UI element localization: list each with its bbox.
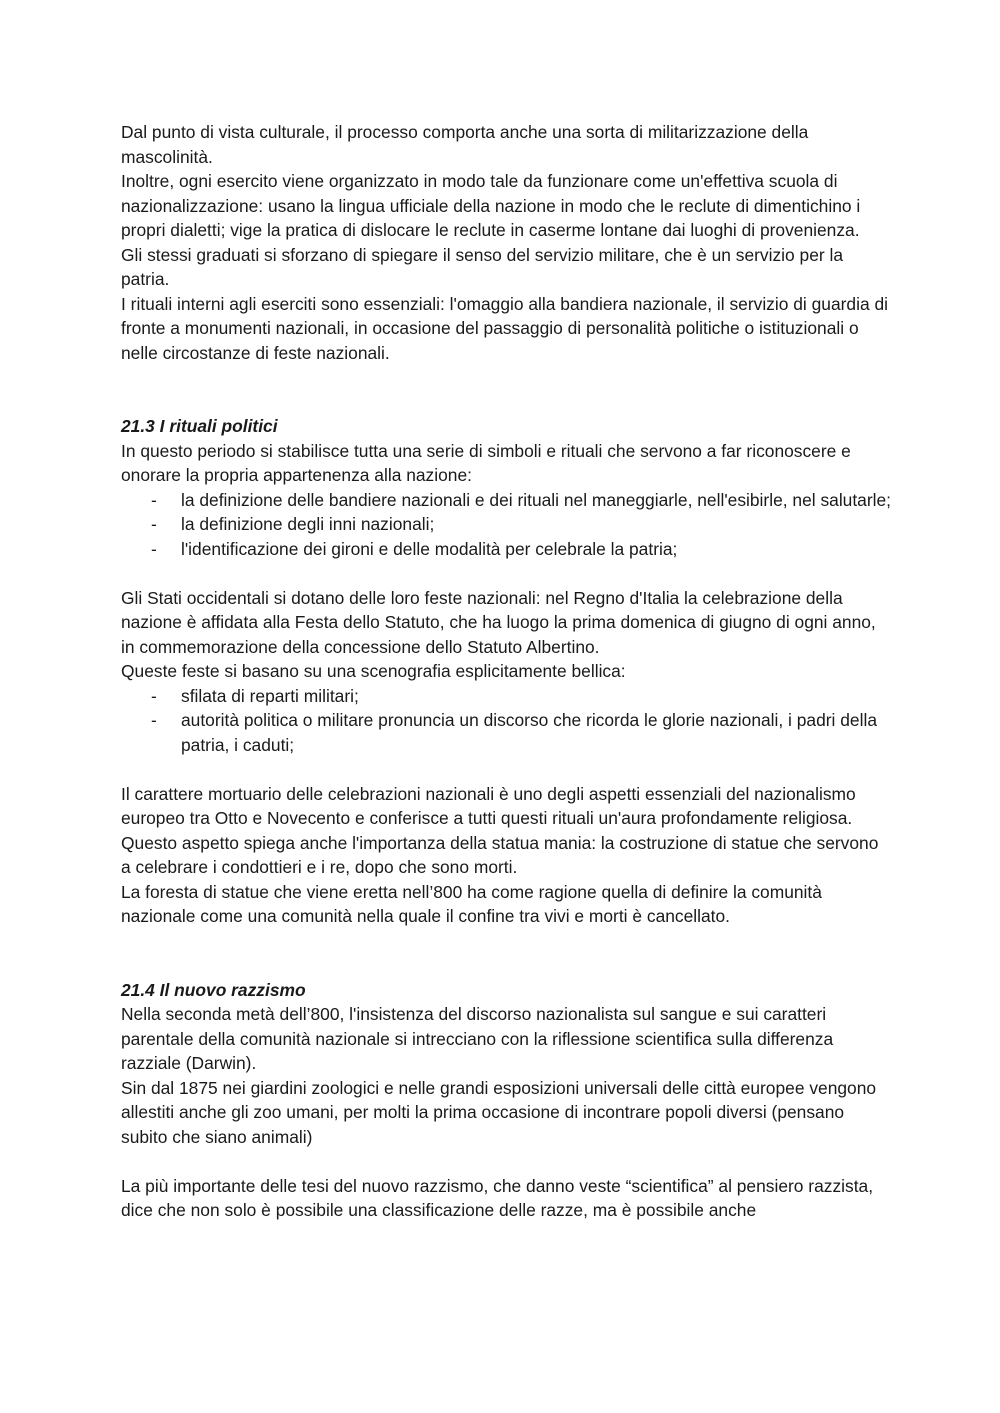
list-dash: -	[151, 489, 157, 510]
list-dash: -	[151, 710, 157, 730]
spacer	[121, 561, 891, 586]
list-item	[121, 708, 891, 757]
spacer	[121, 365, 891, 414]
paragraph-foresta-statue: La foresta di statue che viene eretta nell’800 ha come ragione quella di definire la comunità nazionale come una comunità nella quale il confine tra vivi e morti è cancellato.	[121, 881, 822, 926]
spacer	[121, 929, 891, 978]
list-item	[121, 537, 891, 562]
paragraph-zoo-umani: Sin dal 1875 nei giardini zoologici e nelle grandi esposizioni universali delle città europee vengono allestiti anche gli zoo umani, per molti la prima occasione di incontrare popoli diversi (pensano subito che siano animali)	[121, 1077, 877, 1147]
paragraph-carattere-mortuario: Il carattere mortuario delle celebrazioni nazionali è uno degli aspetti essenziali del nazionalismo europeo tra Otto e Novecento e conferisce a tutti questi rituali un'aura profondamente religiosa.	[121, 783, 856, 828]
list-item-text: autorità politica o militare pronuncia un discorso che ricorda le glorie nazionali, i padri della patria, i caduti;	[181, 710, 877, 755]
paragraph-tesi-razzismo: La più importante delle tesi del nuovo razzismo, che danno veste “scientifica” al pensiero razzista, dice che non solo è possibile una classificazione delle razze, ma è possibile anche	[121, 1175, 874, 1220]
spacer	[121, 757, 891, 782]
list-item-text: sfilata di reparti militari;	[181, 685, 359, 706]
list-item	[121, 684, 891, 709]
spacer	[121, 1149, 891, 1174]
paragraph-graduati: Gli stessi graduati si sforzano di spiegare il senso del servizio militare, che è un servizio per la patria.	[121, 244, 844, 289]
section-heading-nuovo-razzismo: 21.4 Il nuovo razzismo	[121, 979, 306, 1000]
rituali-list	[121, 488, 891, 562]
list-dash: -	[151, 685, 157, 706]
list-item-text: la definizione degli inni nazionali;	[181, 514, 435, 534]
paragraph-militarizzazione: Dal punto di vista culturale, il processo comporta anche una sorta di militarizzazione della mascolinità.	[121, 122, 809, 167]
list-item	[121, 488, 891, 513]
list-item-text: la definizione delle bandiere nazionali e dei rituali nel maneggiarle, nell'esibirle, nel salutarle;	[181, 489, 892, 510]
list-item-text: l'identificazione dei gironi e delle modalità per celebrale la patria;	[181, 538, 678, 559]
paragraph-statua-mania: Questo aspetto spiega anche l'importanza della statua mania: la costruzione di statue che servono a celebrare i condottieri e i re, dopo che sono morti.	[121, 832, 879, 877]
paragraph-scenografia: Queste feste si basano su una scenografia esplicitamente bellica:	[121, 661, 626, 681]
list-item	[121, 512, 891, 537]
paragraph-rituali-interni: I rituali interni agli eserciti sono essenziali: l'omaggio alla bandiera nazionale, il servizio di guardia di fronte a monumenti nazionali, in occasione del passaggio di personalità politiche o istituzionali o nelle circostanze di feste nazionali.	[121, 293, 888, 363]
paragraph-simboli-rituali: In questo periodo si stabilisce tutta una serie di simboli e rituali che servono a far riconoscere e onorare la propria appartenenza alla nazione:	[121, 440, 851, 485]
list-dash: -	[151, 514, 157, 534]
paragraph-feste-nazionali: Gli Stati occidentali si dotano delle loro feste nazionali: nel Regno d'Italia la celebrazione della nazione è affidata alla Festa dello Statuto, che ha luogo la prima domenica di giugno di ogni anno, in commemorazione della concessione dello Statuto Albertino.	[121, 587, 876, 657]
document-page	[121, 120, 891, 1223]
scenografia-list	[121, 684, 891, 758]
list-dash: -	[151, 538, 157, 559]
paragraph-esercito-scuola: Inoltre, ogni esercito viene organizzato in modo tale da funzionare come un'effettiva scuola di nazionalizzazione: usano la lingua ufficiale della nazione in modo che le reclute di dimentichino i propri dialetti; vige la pratica di dislocare le reclute in caserme lontane dai luoghi di provenienza.	[121, 171, 861, 240]
paragraph-seconda-meta: Nella seconda metà dell’800, l'insistenza del discorso nazionalista sul sangue e sui caratteri parentale della comunità nazionale si intrecciano con la riflessione scientifica sulla differenza razziale (Darwin).	[121, 1004, 834, 1073]
section-heading-rituali-politici: 21.3 I rituali politici	[121, 416, 278, 436]
